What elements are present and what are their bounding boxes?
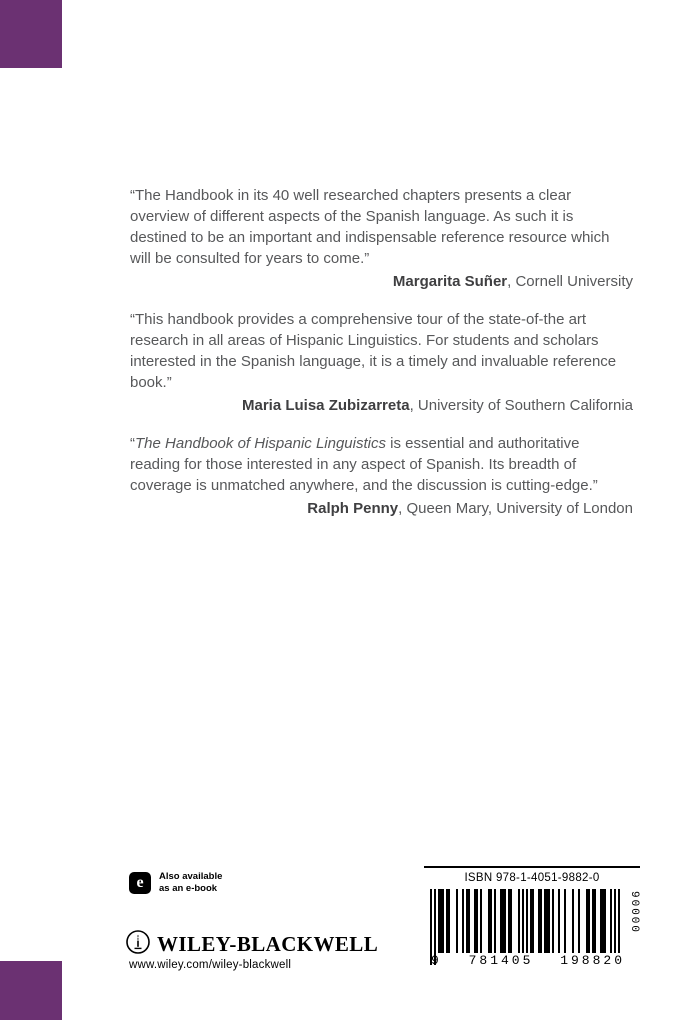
quote-attribution [130,271,633,292]
review-quotes [130,185,633,536]
quote-attribution [130,395,633,416]
attribution-name: Ralph Penny [307,500,399,517]
purple-corner-top [0,0,62,68]
barcode-digit-group: 198820 [560,953,625,968]
attribution-affiliation: , University of Southern California [409,397,633,414]
quote-block-2 [130,309,633,416]
quote-text [130,309,633,393]
barcode-body [424,889,640,971]
barcode-addon-code: 90000 [628,891,640,935]
publisher-name: WILEY-BLACKWELL [157,932,379,956]
attribution-affiliation: , Queen Mary, University of London [398,500,633,517]
attribution-affiliation: , Cornell University [507,273,633,290]
ebook-availability [129,871,222,895]
barcode-digit-group: 781405 [468,953,534,968]
barcode-number [430,953,626,968]
ebook-label-line2: as an e-book [159,882,218,894]
wiley-colophon-icon [125,929,151,960]
quote-attribution [130,498,633,519]
ebook-icon: e [129,872,151,894]
ebook-label-line1: Also available [159,871,223,882]
quote-open-mark: “ [130,435,135,452]
ebook-label [159,871,222,895]
quote-text [130,185,633,269]
quote-book-title: The Handbook of Hispanic Linguistics [135,435,386,452]
quote-text [130,433,633,496]
quote-text-body: is essential and authoritative reading for those interested in any aspect of Spanish. Its breadth of coverage is unmatched anywhere, and the discussion is cutting-edge.” [130,435,598,494]
purple-corner-bottom [0,961,62,1020]
quote-text-body: “This handbook provides a comprehensive tour of the state-of-the art research in all areas of Hispanic Linguistics. For students and scholars interested in the Spanish language, it is a timely and invaluable reference book.” [130,311,617,391]
attribution-name: Margarita Suñer [392,273,508,290]
barcode-digit-group: 9 [431,953,442,968]
publisher-url: www.wiley.com/wiley-blackwell [129,959,292,971]
quote-block-1 [130,185,633,292]
isbn-label: ISBN 978-1-4051-9882-0 [464,872,600,884]
quote-text-body: “The Handbook in its 40 well researched chapters presents a clear overview of different aspects of the Spanish language. As such it is destined to be an important and indispensable reference resource which will be consulted for years to come.” [130,187,610,267]
publisher-logo-row [125,929,378,960]
attribution-name: Maria Luisa Zubizarreta [242,397,410,414]
quote-block-3 [130,433,633,519]
barcode-block [424,866,640,971]
